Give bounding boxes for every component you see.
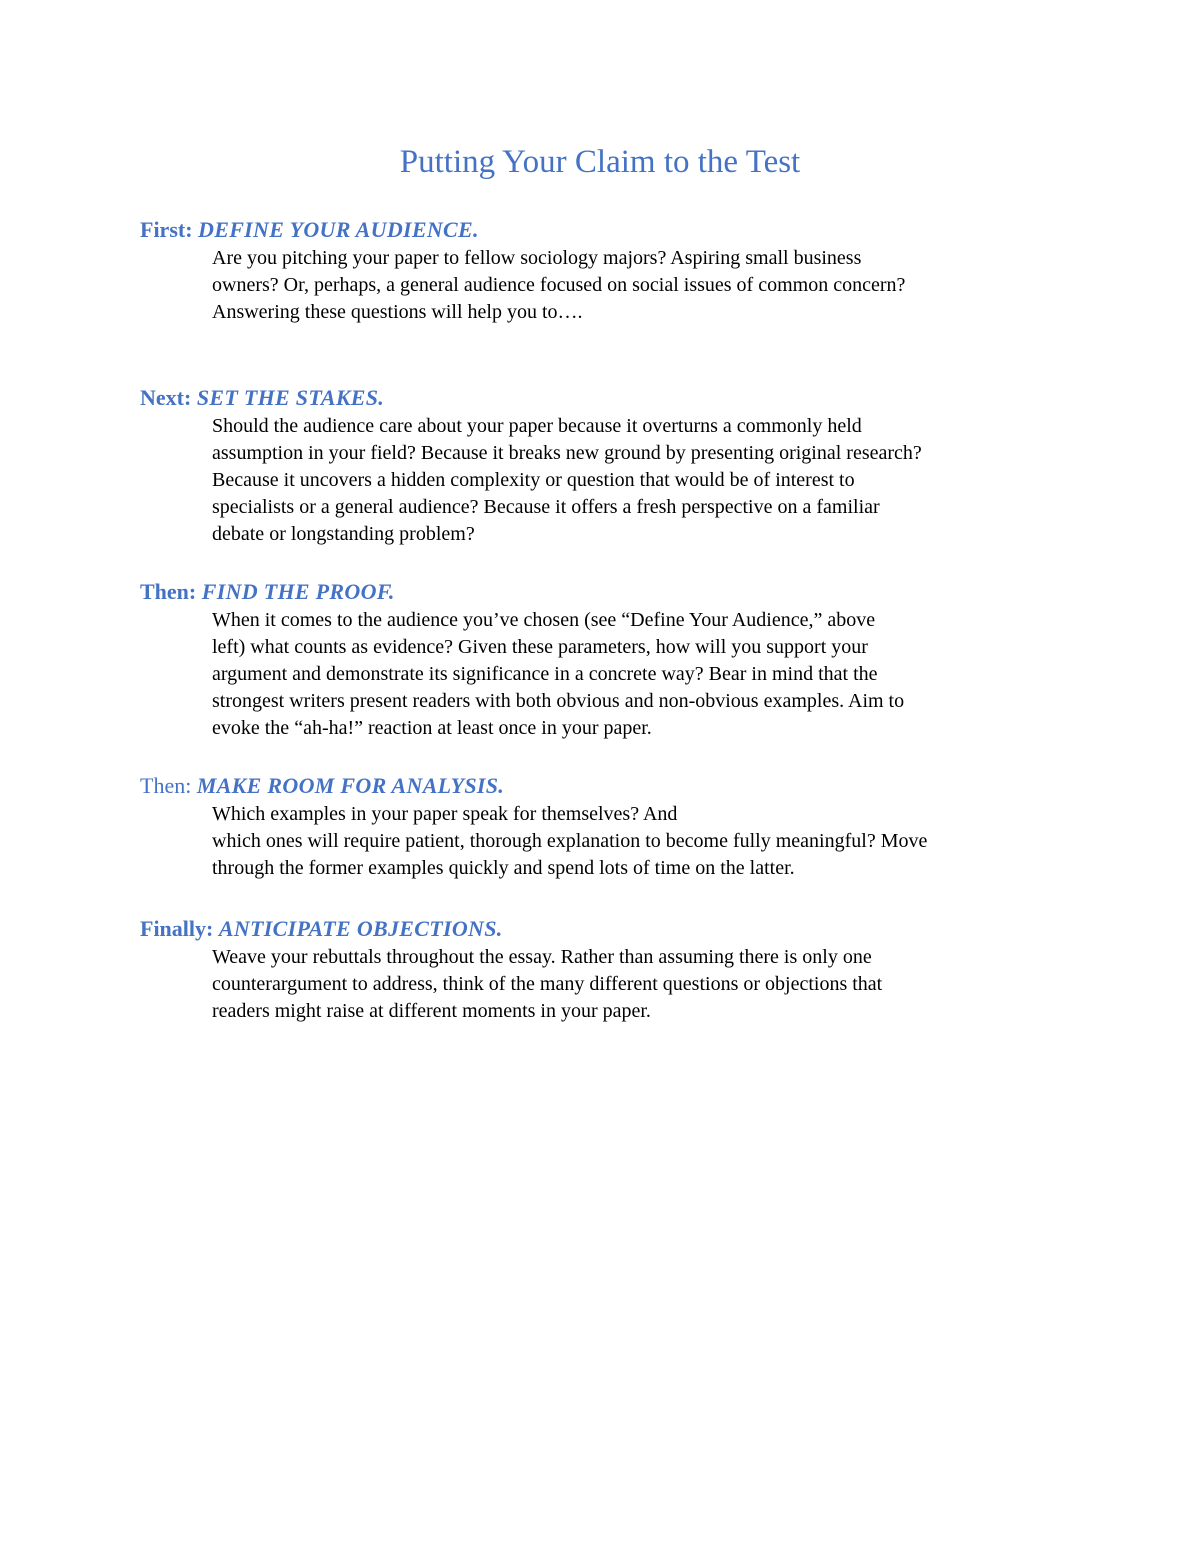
section-prefix: Then: (140, 773, 192, 798)
section-prefix: Finally: (140, 916, 214, 941)
section-heading (140, 215, 1080, 245)
section-title: FIND THE PROOF. (201, 579, 395, 604)
section-body (212, 413, 1072, 548)
body-line: evoke the “ah-ha!” reaction at least once in your paper. (212, 717, 652, 739)
body-line: through the former examples quickly and spend lots of time on the latter. (212, 857, 795, 879)
body-line: which ones will require patient, thorough explanation to become fully meaningful? Move (212, 830, 928, 852)
body-line: strongest writers present readers with both obvious and non-obvious examples. Aim to (212, 690, 905, 712)
section-title: ANTICIPATE OBJECTIONS. (218, 916, 503, 941)
section-prefix: Then: (140, 579, 197, 604)
body-line: Which examples in your paper speak for themselves? And (212, 803, 678, 825)
section-find-proof (140, 577, 1080, 742)
section-define-audience (140, 215, 1080, 326)
section-heading (140, 914, 1080, 944)
section-title: DEFINE YOUR AUDIENCE. (198, 217, 479, 242)
section-title: MAKE ROOM FOR ANALYSIS. (196, 773, 505, 798)
body-line: assumption in your field? Because it breaks new ground by presenting original research? (212, 442, 922, 464)
section-anticipate-objections (140, 914, 1080, 1025)
section-title: SET THE STAKES. (196, 385, 385, 410)
section-heading (140, 577, 1080, 607)
page-title: Putting Your Claim to the Test (399, 144, 801, 180)
section-prefix: First: (140, 217, 193, 242)
body-line: Are you pitching your paper to fellow sociology majors? Aspiring small business (212, 247, 862, 269)
body-line: owners? Or, perhaps, a general audience focused on social issues of common concern? (212, 274, 906, 296)
body-line: Because it uncovers a hidden complexity or question that would be of interest to (212, 469, 855, 491)
section-body (212, 801, 1072, 882)
section-prefix: Next: (140, 385, 192, 410)
body-line: argument and demonstrate its significance in a concrete way? Bear in mind that the (212, 663, 878, 685)
section-set-stakes (140, 383, 1080, 548)
body-line: debate or longstanding problem? (212, 523, 475, 545)
body-line: Should the audience care about your paper because it overturns a commonly held (212, 415, 862, 437)
body-line: readers might raise at different moments in your paper. (212, 1000, 651, 1022)
body-line: counterargument to address, think of the many different questions or objections that (212, 973, 883, 995)
body-line: left) what counts as evidence? Given these parameters, how will you support your (212, 636, 868, 658)
section-body (212, 245, 1072, 326)
section-heading (140, 771, 1080, 801)
section-make-room-analysis (140, 771, 1080, 882)
body-line: Weave your rebuttals throughout the essay. Rather than assuming there is only one (212, 946, 872, 968)
body-line: specialists or a general audience? Because it offers a fresh perspective on a familiar (212, 496, 880, 518)
body-line: Answering these questions will help you to…. (212, 301, 583, 323)
section-body (212, 607, 1072, 742)
section-heading (140, 383, 1080, 413)
section-body (212, 944, 1072, 1025)
body-line: When it comes to the audience you’ve chosen (see “Define Your Audience,” above (212, 609, 876, 631)
